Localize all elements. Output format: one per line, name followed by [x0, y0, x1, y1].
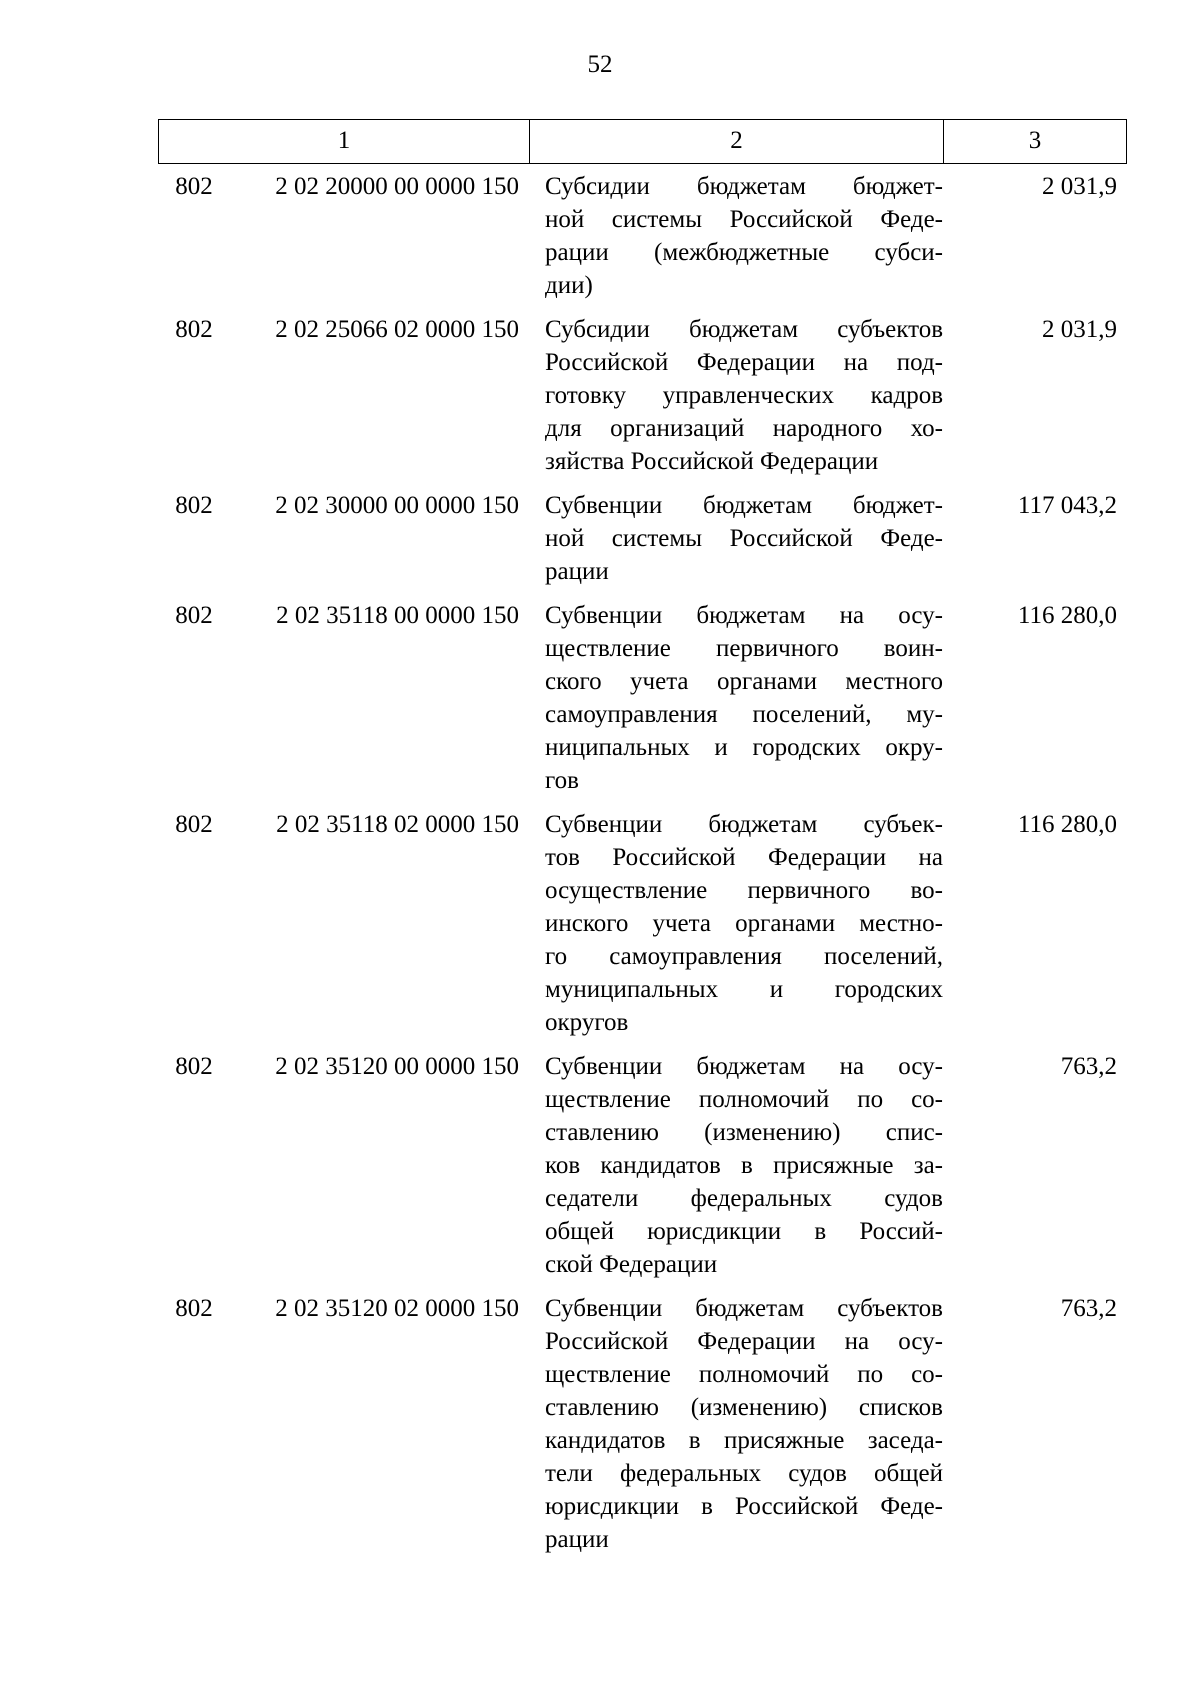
revenue-name-line: Субвенции бюджетам субъектов — [545, 1295, 943, 1322]
revenue-name-line: муниципальных и городских — [545, 976, 943, 1003]
revenue-name-line: Российской Федерации на под- — [545, 349, 943, 376]
revenue-name-line: кандидатов в присяжные заседа- — [545, 1427, 943, 1454]
table-row — [158, 170, 1127, 302]
revenue-name-line: Субвенции бюджетам на осу- — [545, 1053, 943, 1080]
revenue-name-line: Субсидии бюджетам бюджет- — [545, 173, 943, 200]
revenue-name-line: ной системы Российской Феде- — [545, 525, 943, 552]
revenue-name-line: ской Федерации — [545, 1251, 718, 1278]
revenue-name-line: Российской Федерации на осу- — [545, 1328, 943, 1355]
revenue-name-line: Субвенции бюджетам на осу- — [545, 602, 943, 629]
amount-value: 2 031,9 — [1042, 316, 1117, 343]
revenue-name-line: инского учета органами местно- — [545, 910, 943, 937]
revenue-name-line: ставлению (изменению) спис- — [545, 1119, 943, 1146]
amount-value: 2 031,9 — [1042, 173, 1117, 200]
admin-code: 802 — [175, 492, 213, 519]
revenue-name-line: готовку управленческих кадров — [545, 382, 943, 409]
table-row — [158, 489, 1127, 588]
table-body — [158, 170, 1127, 1567]
revenue-name-line: ставлению (изменению) списков — [545, 1394, 943, 1421]
budget-classification-code: 2 02 35118 00 0000 150 — [276, 602, 519, 629]
table-row — [158, 808, 1127, 1039]
table-header — [158, 119, 1127, 164]
budget-classification-code: 2 02 35120 02 0000 150 — [275, 1295, 519, 1322]
header-col-3: 3 — [1028, 127, 1042, 154]
revenue-name — [545, 808, 943, 1039]
amount-value: 117 043,2 — [1017, 492, 1117, 519]
revenue-name-line: Субвенции бюджетам субъек- — [545, 811, 943, 838]
revenue-name-line: ществление полномочий по со- — [545, 1361, 943, 1388]
revenue-name-line: ниципальных и городских окру- — [545, 734, 943, 761]
admin-code: 802 — [175, 173, 213, 200]
revenue-name-line: общей юрисдикции в Россий- — [545, 1218, 943, 1245]
revenue-name — [545, 599, 943, 797]
revenue-name-line: округов — [545, 1009, 629, 1036]
header-col-1: 1 — [159, 120, 530, 163]
revenue-name-line: тов Российской Федерации на — [545, 844, 943, 871]
revenue-name — [545, 313, 943, 478]
revenue-name-line: Субвенции бюджетам бюджет- — [545, 492, 943, 519]
revenue-name-line: го самоуправления поселений, — [545, 943, 943, 970]
revenue-name — [545, 1050, 943, 1281]
budget-classification-code: 2 02 35120 00 0000 150 — [275, 1053, 519, 1080]
revenue-name-line: дии) — [545, 272, 593, 299]
budget-classification-code: 2 02 25066 02 0000 150 — [275, 316, 519, 343]
amount-value: 763,2 — [1060, 1053, 1117, 1080]
revenue-name-line: ществление полномочий по со- — [545, 1086, 943, 1113]
admin-code: 802 — [175, 1053, 213, 1080]
revenue-name-line: для организаций народного хо- — [545, 415, 943, 442]
budget-classification-code: 2 02 20000 00 0000 150 — [275, 173, 519, 200]
table-row — [158, 1292, 1127, 1556]
revenue-name-line: рации (межбюджетные субси- — [545, 239, 943, 266]
revenue-name-line: ществление первичного воин- — [545, 635, 943, 662]
revenue-name-line: зяйства Российской Федерации — [545, 448, 879, 475]
revenue-name-line: ского учета органами местного — [545, 668, 943, 695]
admin-code: 802 — [175, 1295, 213, 1322]
revenue-name — [545, 1292, 943, 1556]
revenue-name-line: ной системы Российской Феде- — [545, 206, 943, 233]
revenue-name-line: юрисдикции в Российской Феде- — [545, 1493, 943, 1520]
table-row — [158, 313, 1127, 478]
admin-code: 802 — [175, 602, 213, 629]
revenue-name-line: гов — [545, 767, 579, 794]
budget-classification-code: 2 02 35118 02 0000 150 — [276, 811, 519, 838]
amount-value: 763,2 — [1060, 1295, 1117, 1322]
revenue-name-line: самоуправления поселений, му- — [545, 701, 943, 728]
budget-classification-code: 2 02 30000 00 0000 150 — [275, 492, 519, 519]
revenue-name — [545, 489, 943, 588]
revenue-name-line: ков кандидатов в присяжные за- — [545, 1152, 943, 1179]
admin-code: 802 — [175, 811, 213, 838]
header-col-2: 2 — [530, 120, 944, 163]
revenue-name-line: седатели федеральных судов — [545, 1185, 943, 1212]
revenue-name — [545, 170, 943, 302]
revenue-name-line: тели федеральных судов общей — [545, 1460, 943, 1487]
amount-value: 116 280,0 — [1017, 811, 1117, 838]
revenue-name-line: осуществление первичного во- — [545, 877, 943, 904]
revenue-name-line: рации — [545, 558, 609, 585]
admin-code: 802 — [175, 316, 213, 343]
page-number: 52 — [587, 51, 613, 78]
amount-value: 116 280,0 — [1017, 602, 1117, 629]
revenue-name-line: Субсидии бюджетам субъектов — [545, 316, 943, 343]
table-row — [158, 1050, 1127, 1281]
revenue-name-line: рации — [545, 1526, 609, 1553]
table-row — [158, 599, 1127, 797]
